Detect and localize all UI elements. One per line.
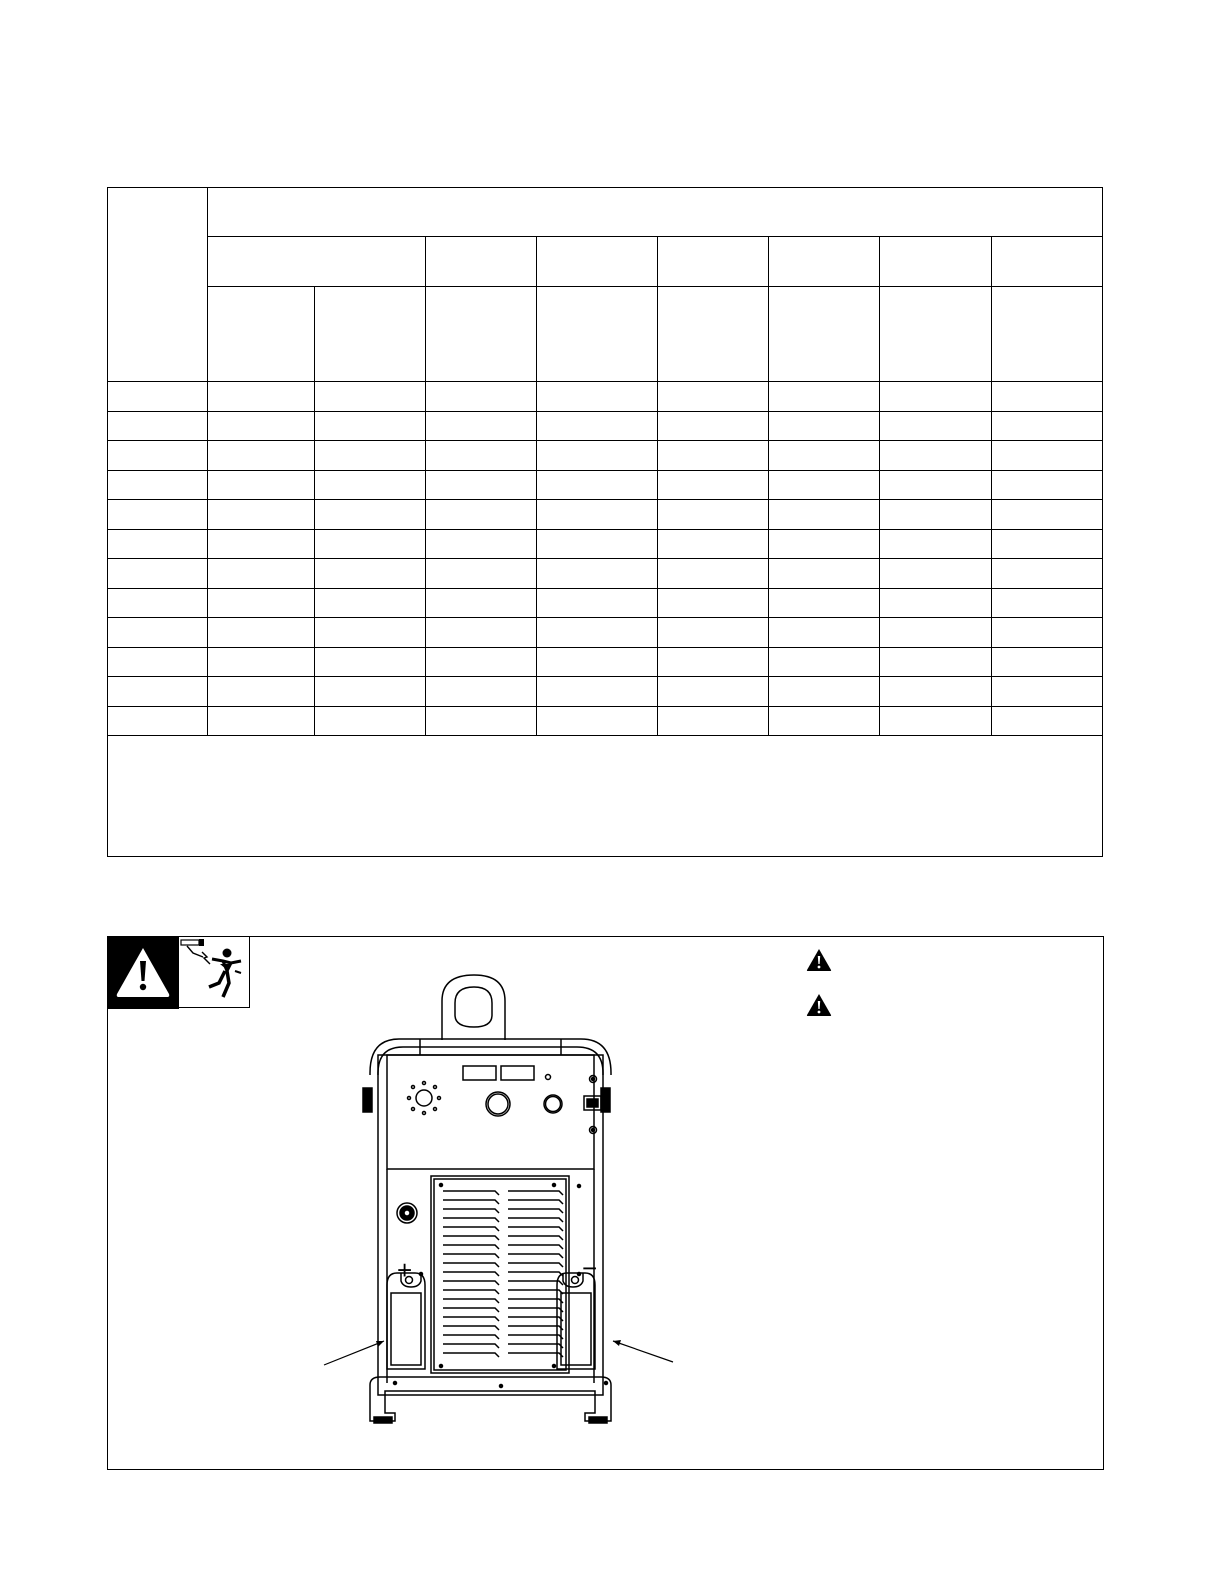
table-grid: [107, 187, 1103, 858]
negative-terminal-symbol: −: [582, 1253, 598, 1283]
specification-table: [107, 187, 1103, 857]
louver-slats: [443, 1191, 563, 1357]
connection-panel: [107, 936, 1104, 1470]
welding-machine-front-view: [325, 973, 645, 1436]
positive-terminal-symbol: +: [397, 1255, 413, 1285]
